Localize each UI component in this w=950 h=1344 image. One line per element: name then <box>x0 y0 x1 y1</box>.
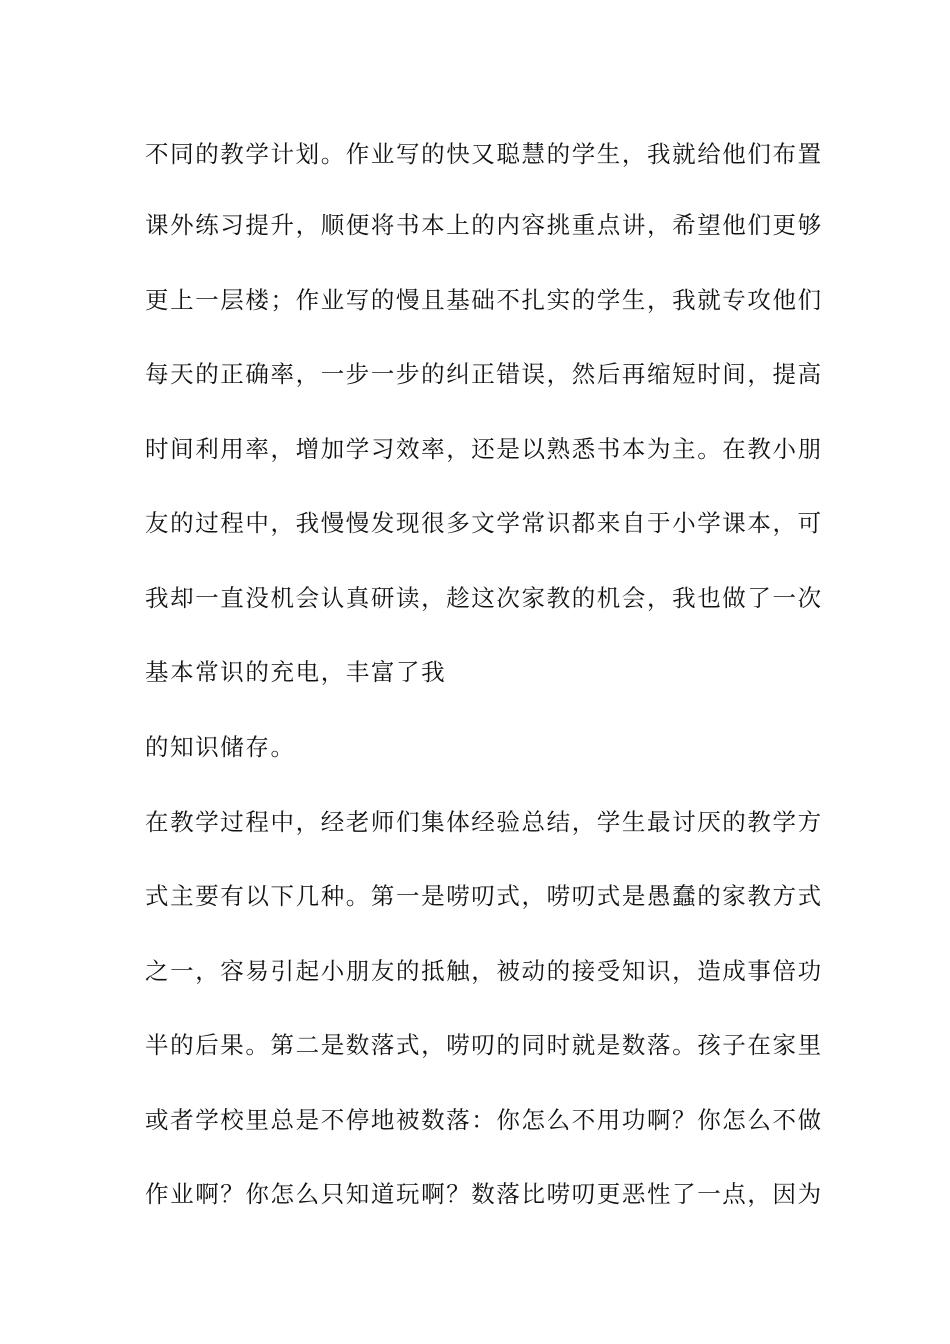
paragraph-2-line-4: 半的后果。第二是数落式，唠叨的同时就是数落。孩子在家里 <box>145 1031 823 1059</box>
text-line-9: 的知识储存。 <box>145 733 296 761</box>
paragraph-2-line-6: 作业啊？你怎么只知道玩啊？数落比唠叨更恶性了一点，因为 <box>145 1180 823 1208</box>
text-line-4: 每天的正确率，一步一步的纠正错误，然后再缩短时间，提高 <box>145 360 823 388</box>
paragraph-2-line-3: 之一，容易引起小朋友的抵触，被动的接受知识，造成事倍功 <box>145 957 823 985</box>
text-line-7: 我却一直没机会认真研读，趁这次家教的机会，我也做了一次 <box>145 584 823 612</box>
text-line-3: 更上一层楼；作业写的慢且基础不扎实的学生，我就专攻他们 <box>145 286 823 314</box>
text-line-6: 友的过程中，我慢慢发现很多文学常识都来自于小学课本，可 <box>145 509 823 537</box>
text-line-8: 基本常识的充电，丰富了我 <box>145 658 447 686</box>
paragraph-2-line-1: 在教学过程中，经老师们集体经验总结，学生最讨厌的教学方 <box>145 808 823 836</box>
text-line-1: 不同的教学计划。作业写的快又聪慧的学生，我就给他们布置 <box>145 140 823 168</box>
text-line-5: 时间利用率，增加学习效率，还是以熟悉书本为主。在教小朋 <box>145 435 823 463</box>
paragraph-2-line-2: 式主要有以下几种。第一是唠叨式，唠叨式是愚蠢的家教方式 <box>145 882 823 910</box>
text-line-2: 课外练习提升，顺便将书本上的内容挑重点讲，希望他们更够 <box>145 211 823 239</box>
paragraph-2-line-5: 或者学校里总是不停地被数落：你怎么不用功啊？你怎么不做 <box>145 1106 823 1134</box>
